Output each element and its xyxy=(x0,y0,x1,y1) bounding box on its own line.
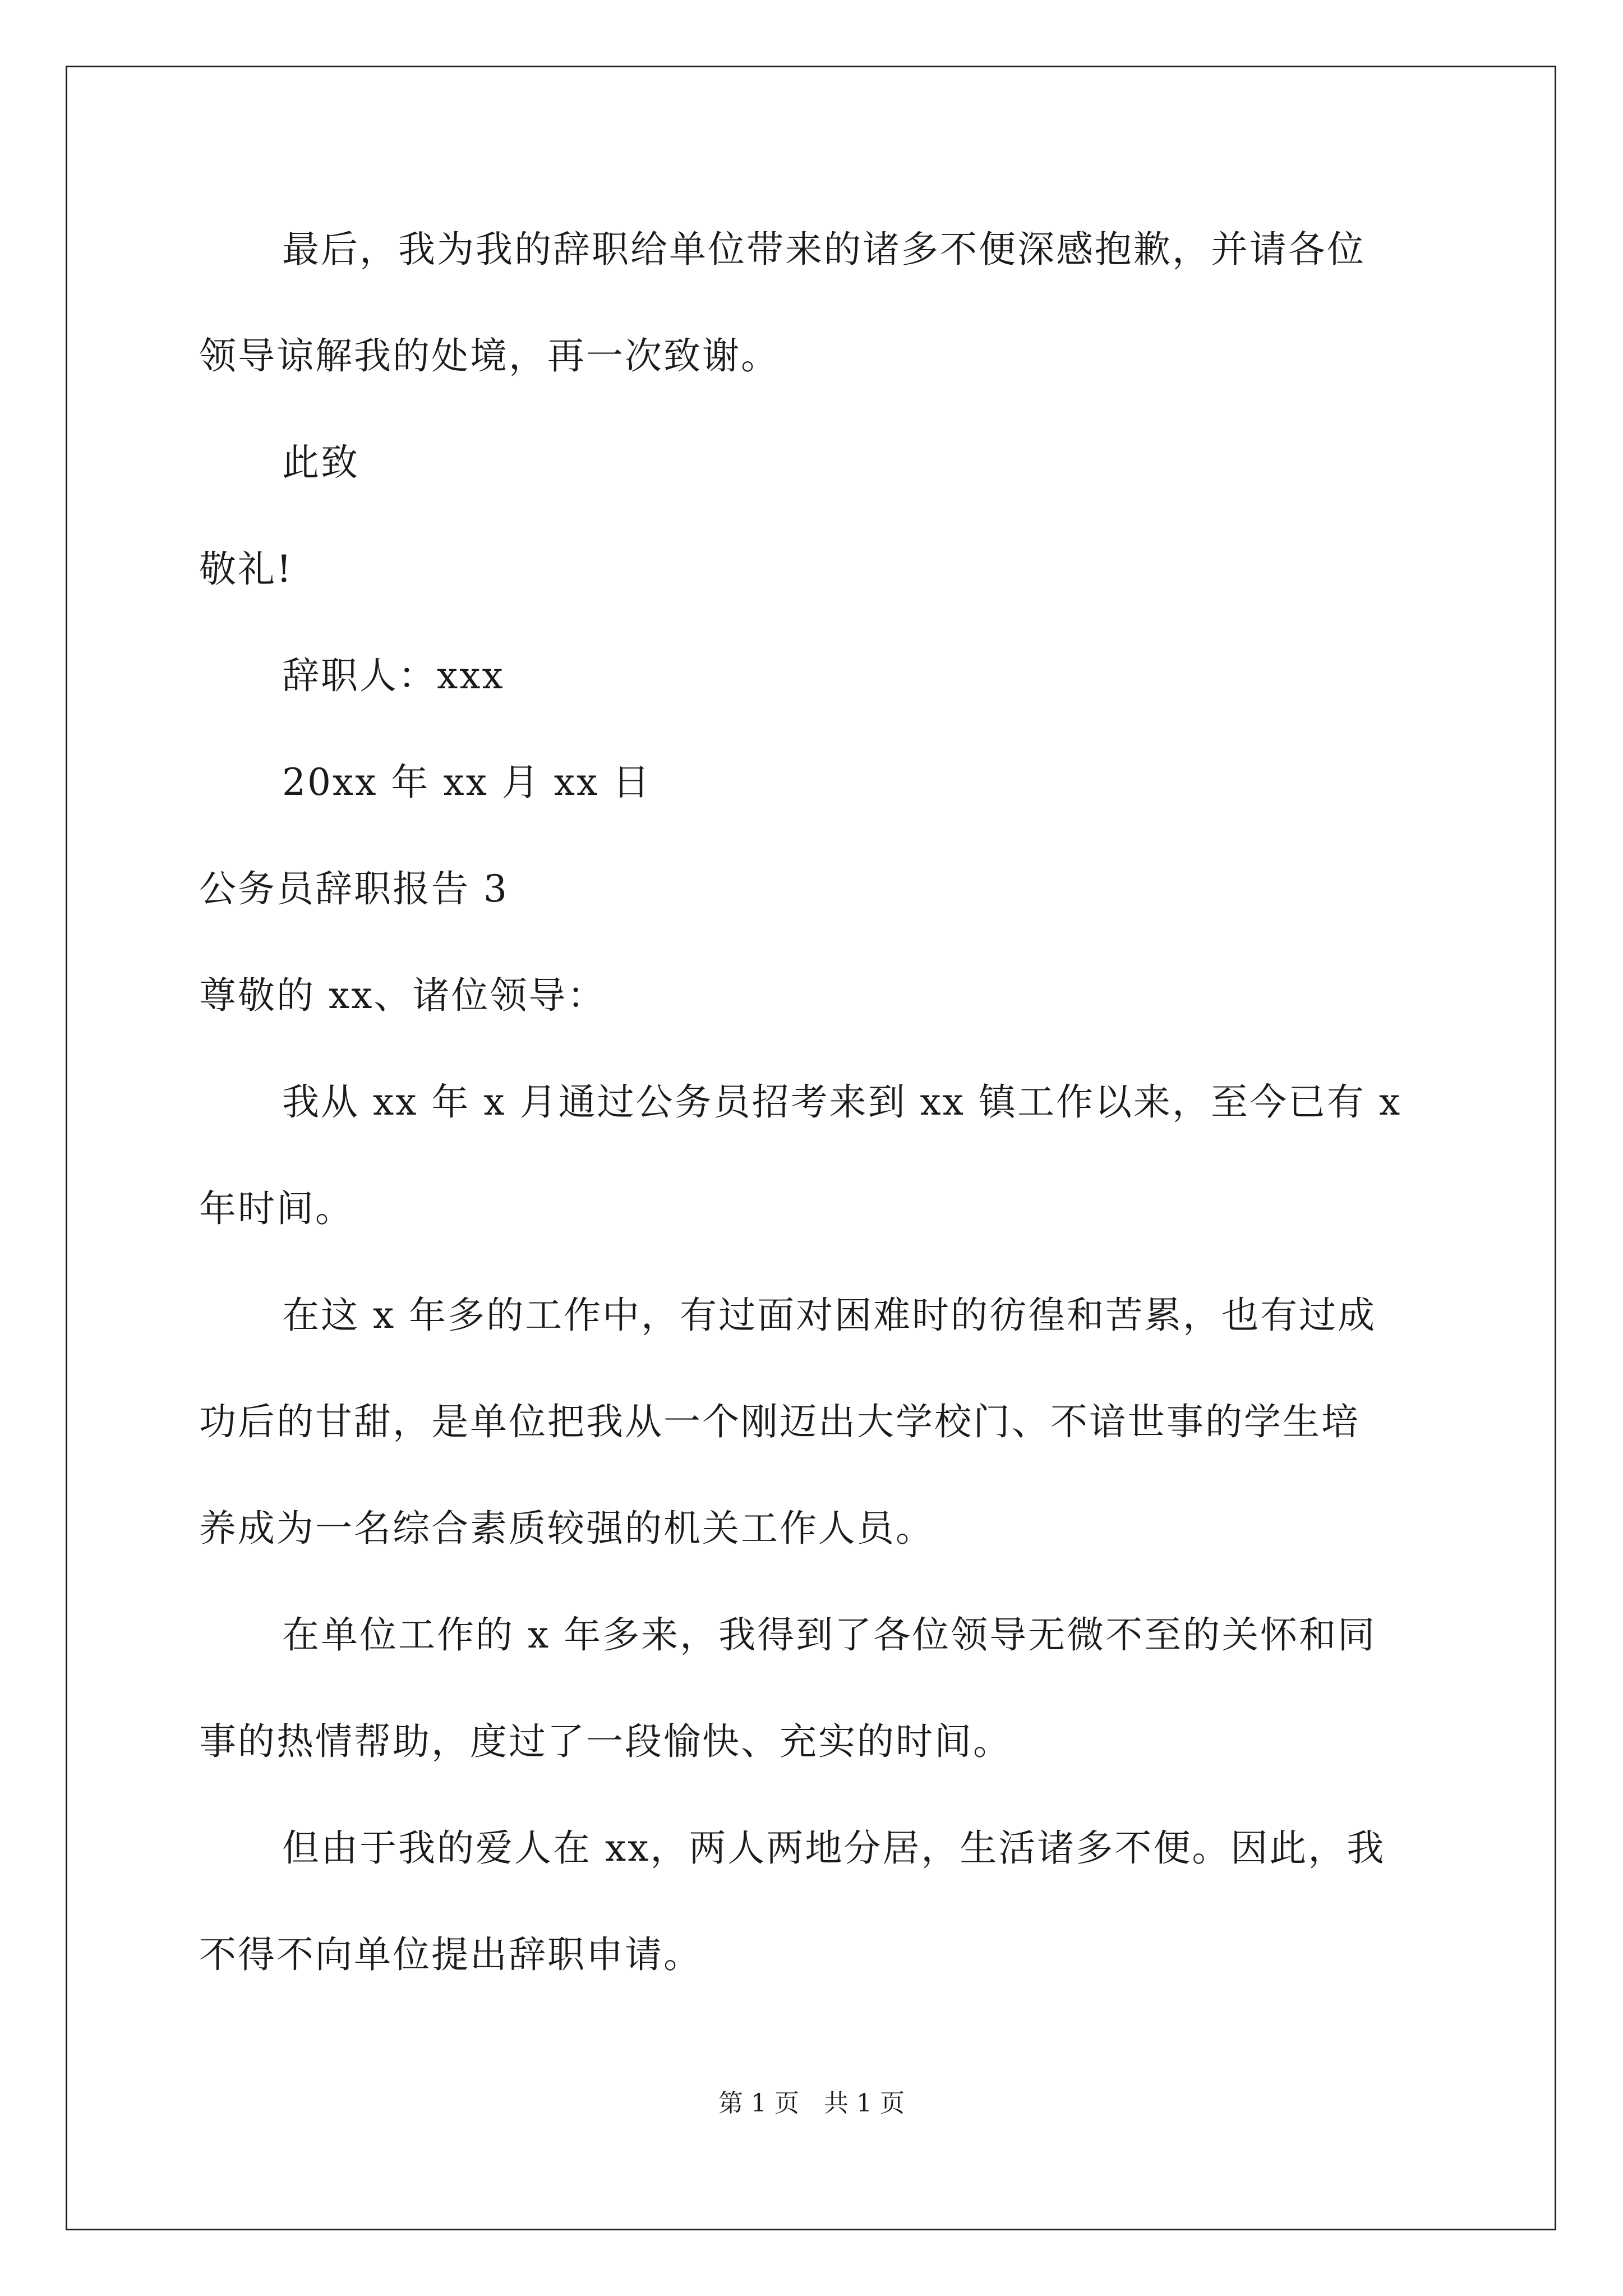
paragraph-line: 养成为一名综合素质较强的机关工作人员。 xyxy=(199,1507,934,1550)
paragraph-line: 在单位工作的 x 年多来，我得到了各位领导无微不至的关怀和同 xyxy=(282,1613,1377,1657)
paragraph-line: 但由于我的爱人在 xx，两人两地分居，生活诸多不便。因此，我 xyxy=(282,1826,1386,1870)
paragraph-line: 我从 xx 年 x 月通过公务员招考来到 xx 镇工作以来，至今已有 x xyxy=(282,1080,1402,1124)
page-footer: 第 1 页 共 1 页 xyxy=(718,2089,905,2118)
date-line: 20xx 年 xx 月 xx 日 xyxy=(282,761,652,804)
paragraph-line: 最后，我为我的辞职给单位带来的诸多不便深感抱歉，并请各位 xyxy=(282,228,1366,271)
paragraph-line: 功后的甘甜，是单位把我从一个刚迈出大学校门、不谙世事的学生培 xyxy=(199,1400,1360,1443)
closing-regards: 敬礼! xyxy=(199,547,293,591)
section-title: 公务员辞职报告 3 xyxy=(199,867,509,910)
salutation: 尊敬的 xx、诸位领导： xyxy=(199,974,606,1017)
page-border xyxy=(66,66,1556,2230)
paragraph-line: 在这 x 年多的工作中，有过面对困难时的彷徨和苦累，也有过成 xyxy=(282,1294,1377,1337)
paragraph-line: 领导谅解我的处境，再一次致谢。 xyxy=(199,334,780,378)
paragraph-line: 年时间。 xyxy=(199,1187,354,1230)
paragraph-line: 事的热情帮助，度过了一段愉快、充实的时间。 xyxy=(199,1720,1012,1763)
signature-line: 辞职人：xxx xyxy=(282,654,505,697)
closing-salutation: 此致 xyxy=(282,441,359,484)
paragraph-line: 不得不向单位提出辞职申请。 xyxy=(199,1933,702,1976)
